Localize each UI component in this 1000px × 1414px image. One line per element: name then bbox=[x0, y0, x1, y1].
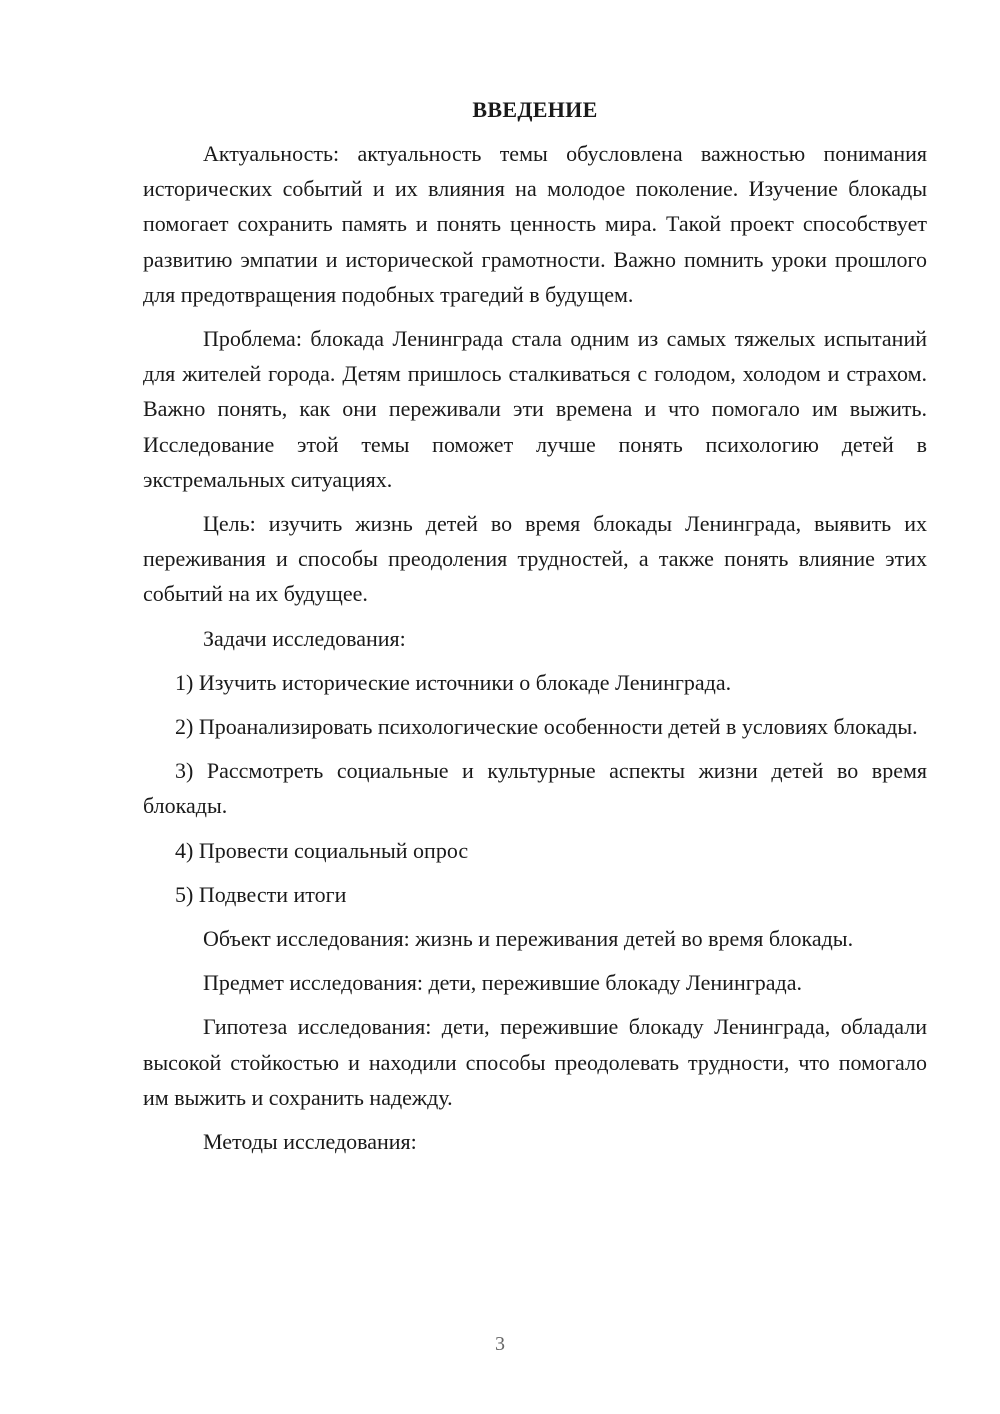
task-item-2: 2) Проанализировать психологические особенности детей в условиях блокады. bbox=[175, 714, 918, 740]
hypothesis-paragraph: Гипотеза исследования: дети, пережившие блокаду Ленинграда, обладали высокой стойкостью и находили способы преодолевать трудности, что помогало им выжить и сохранить надежду. bbox=[143, 1014, 927, 1110]
section-heading: ВВЕДЕНИЕ bbox=[472, 97, 598, 122]
page-number: 3 bbox=[495, 1333, 505, 1355]
object-paragraph: Объект исследования: жизнь и переживания детей во время блокады. bbox=[203, 926, 854, 952]
task-item-4: 4) Провести социальный опрос bbox=[175, 837, 469, 863]
goal-paragraph: Цель: изучить жизнь детей во время блокады Ленинграда, выявить их переживания и способы преодоления трудностей, а также понять влияние этих событий на их будущее. bbox=[143, 511, 927, 607]
methods-title: Методы исследования: bbox=[203, 1129, 417, 1155]
document-page bbox=[143, 92, 927, 1168]
relevance-paragraph: Актуальность: актуальность темы обусловлена важностью понимания исторических событий и их влияния на молодое поколение. Изучение блокады помогает сохранить память и понять ценность мира. Такой проект способствует развитию эмпатии и исторической грамотности. Важно помнить уроки прошлого для предотвращения подобных трагедий в будущем. bbox=[143, 141, 927, 307]
task-item-3: 3) Рассмотреть социальные и культурные аспекты жизни детей во время блокады. bbox=[143, 758, 927, 819]
problem-paragraph: Проблема: блокада Ленинграда стала одним из самых тяжелых испытаний для жителей города. Детям пришлось сталкиваться с голодом, холодом и страхом. Важно понять, как они переживали эти времена и что помогало им выжить. Исследование этой темы поможет лучше понять психологию детей в экстремальных ситуациях. bbox=[143, 326, 927, 492]
subject-paragraph: Предмет исследования: дети, пережившие блокаду Ленинграда. bbox=[203, 970, 802, 996]
task-item-5: 5) Подвести итоги bbox=[175, 881, 347, 907]
tasks-title: Задачи исследования: bbox=[203, 625, 406, 651]
task-item-1: 1) Изучить исторические источники о блокаде Ленинграда. bbox=[175, 669, 732, 695]
